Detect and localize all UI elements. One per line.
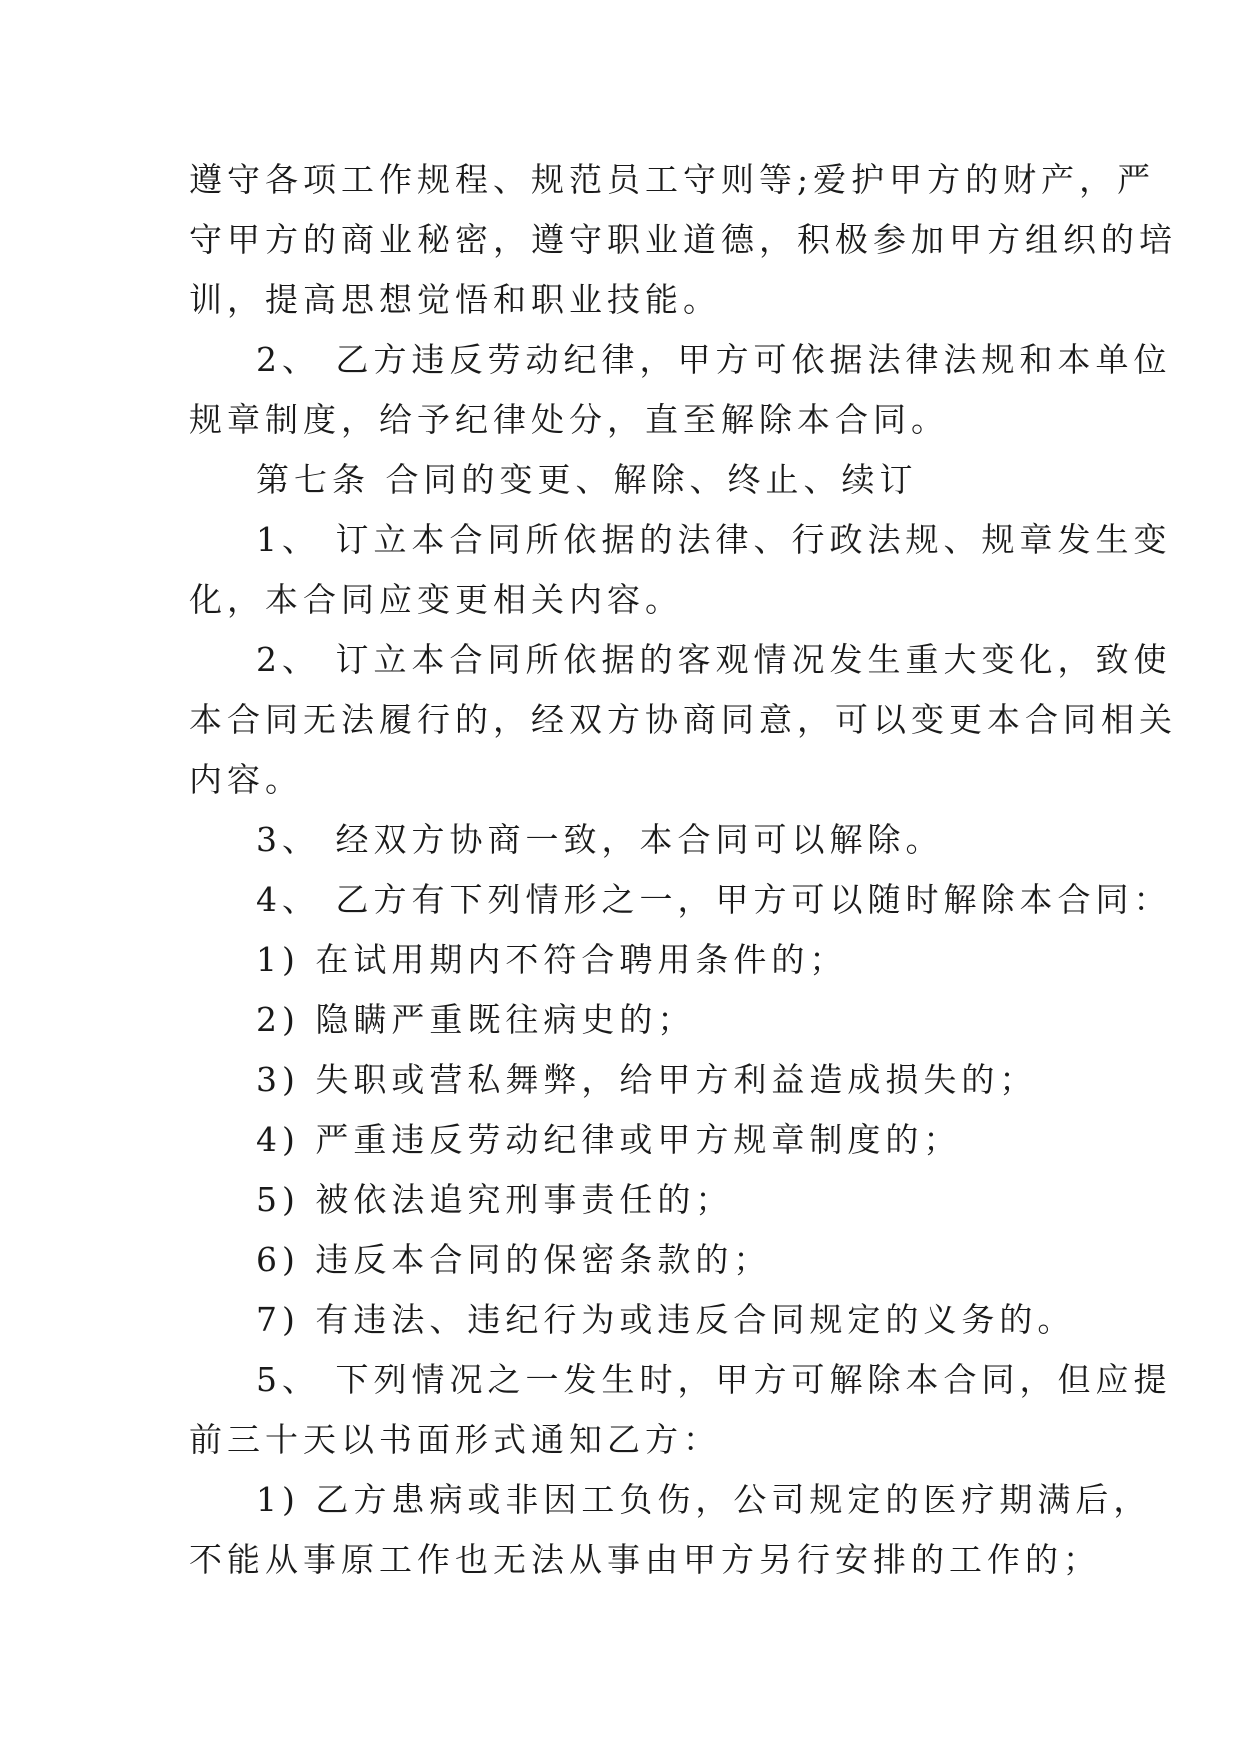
clause-item: 1、 订立本合同所依据的法律、行政法规、规章发生变	[256, 520, 1172, 559]
text-line: 训，提高思想觉悟和职业技能。	[189, 280, 721, 319]
contract-body	[189, 150, 1177, 1590]
text-line: 化，本合同应变更相关内容。	[189, 580, 683, 619]
list-item: 3) 失职或营私舞弊，给甲方利益造成损失的；	[256, 1060, 1038, 1099]
list-item: 1) 在试用期内不符合聘用条件的；	[256, 940, 848, 979]
text-line: 内容。	[189, 760, 303, 799]
list-item: 1) 乙方患病或非因工负伤，公司规定的医疗期满后，	[256, 1480, 1152, 1519]
list-item: 7) 有违法、违纪行为或违反合同规定的义务的。	[256, 1300, 1076, 1339]
text-line: 守甲方的商业秘密，遵守职业道德，积极参加甲方组织的培	[189, 220, 1177, 259]
text-line: 遵守各项工作规程、规范员工守则等;爱护甲方的财产，严	[189, 160, 1156, 199]
text-line: 不能从事原工作也无法从事由甲方另行安排的工作的；	[189, 1540, 1101, 1579]
clause-item: 2、 订立本合同所依据的客观情况发生重大变化，致使	[256, 640, 1172, 679]
list-item: 2) 隐瞒严重既往病史的；	[256, 1000, 696, 1039]
clause-item: 2、 乙方违反劳动纪律，甲方可依据法律法规和本单位	[256, 340, 1172, 379]
text-line: 规章制度，给予纪律处分，直至解除本合同。	[189, 400, 949, 439]
list-item: 5) 被依法追究刑事责任的；	[256, 1180, 734, 1219]
clause-item: 5、 下列情况之一发生时，甲方可解除本合同，但应提	[256, 1360, 1172, 1399]
list-item: 6) 违反本合同的保密条款的；	[256, 1240, 772, 1279]
text-line: 前三十天以书面形式通知乙方：	[189, 1420, 721, 1459]
clause-item: 3、 经双方协商一致，本合同可以解除。	[256, 820, 944, 859]
list-item: 4) 严重违反劳动纪律或甲方规章制度的；	[256, 1120, 962, 1159]
text-line: 本合同无法履行的，经双方协商同意，可以变更本合同相关	[189, 700, 1177, 739]
article-heading: 第七条 合同的变更、解除、终止、续订	[256, 460, 918, 499]
clause-item: 4、 乙方有下列情形之一，甲方可以随时解除本合同：	[256, 880, 1172, 919]
